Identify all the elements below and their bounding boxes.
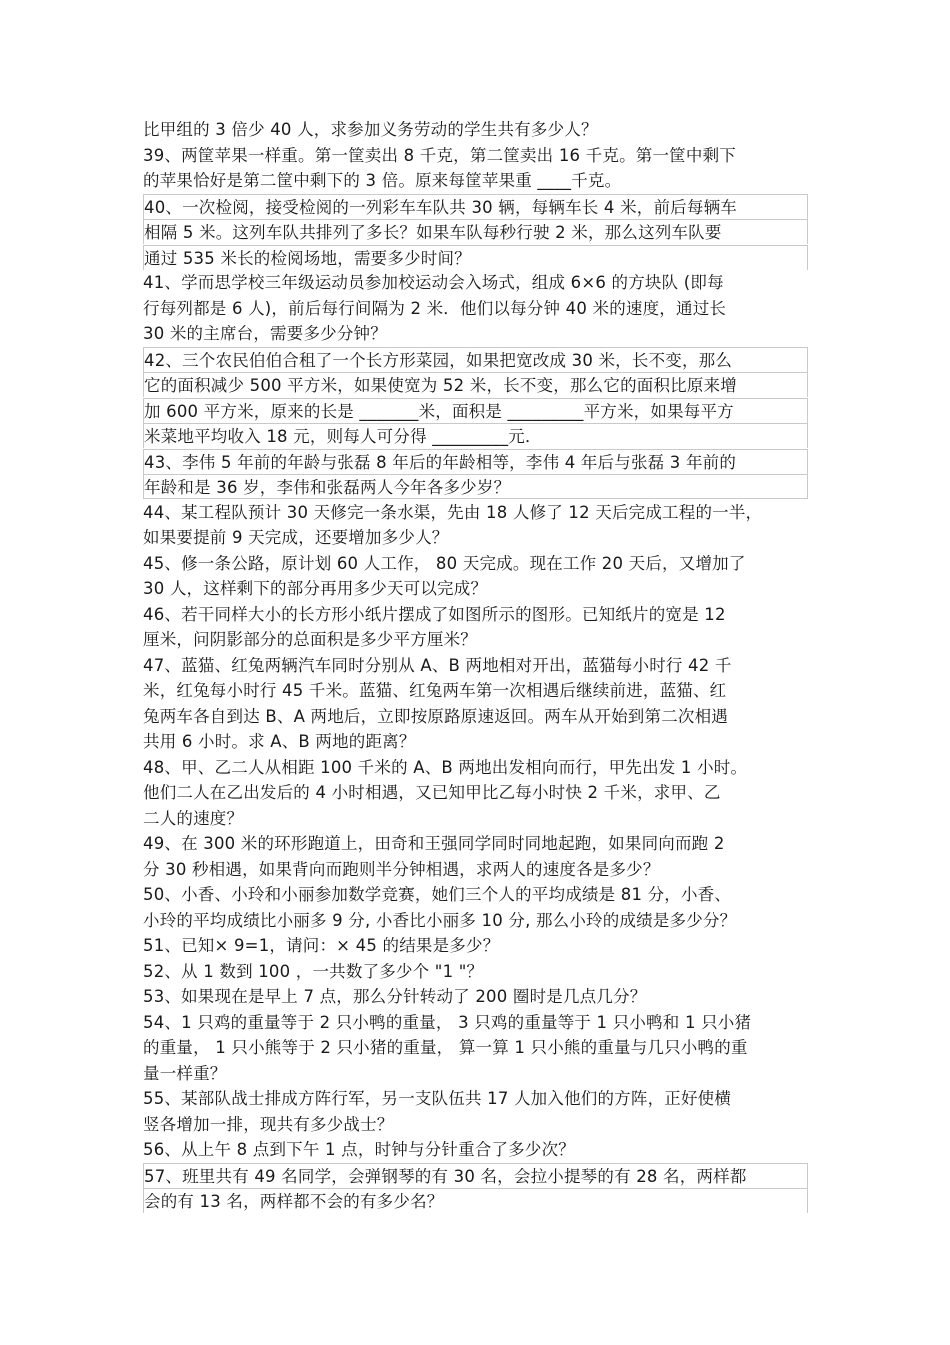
- text-line: 二人的速度？: [143, 809, 244, 828]
- text-line: 56、从上午 8 点到下午 1 点，时钟与分针重合了多少次？: [143, 1140, 575, 1159]
- text-line: 51、已知× 9=1，请问：× 45 的结果是多少？: [143, 936, 500, 955]
- text-line: 42、三个农民伯伯合租了一个长方形菜园，如果把宽改成 30 米，长不变，那么: [143, 347, 808, 372]
- text-line: 30 人，这样剩下的部分再用多少天可以完成？: [143, 579, 488, 598]
- text-line: 量一样重？: [143, 1064, 227, 1083]
- text-line: 41、学而思学校三年级运动员参加校运动会入场式，组成 6×6 的方块队 (即每: [143, 273, 724, 292]
- text-line: 53、如果现在是早上 7 点，那么分针转动了 200 圈时是几点几分？: [143, 987, 647, 1006]
- text-line: 它的面积减少 500 平方米，如果使宽为 52 米，长不变，那么它的面积比原来增: [143, 372, 808, 397]
- text-line: 47、蓝猫、红兔两辆汽车同时分别从 A、B 两地相对开出，蓝猫每小时行 42 千: [143, 656, 732, 675]
- text-line: 会的有 13 名，两样都不会的有多少名？: [143, 1188, 808, 1213]
- text-line: 45、修一条公路，原计划 60 人工作， 80 天完成。现在工作 20 天后，又增加了: [143, 554, 746, 573]
- text-line: 兔两车各自到达 B、A 两地后，立即按原路原速返回。两车从开始到第二次相遇: [143, 707, 728, 726]
- text-line: 他们二人在乙出发后的 4 小时相遇，又已知甲比乙每小时快 2 千米，求甲、乙: [143, 783, 721, 802]
- text-line: 55、某部队战士排成方阵行军，另一支队伍共 17 人加入他们的方阵，正好使横: [143, 1089, 732, 1108]
- text-line: 52、从 1 数到 100 ，一共数了多少个 "1 "？: [143, 962, 484, 981]
- text-line: 共用 6 小时。求 A、B 两地的距离？: [143, 732, 416, 751]
- text-line: 米，红兔每小时行 45 千米。蓝猫、红兔两车第一次相遇后继续前进，蓝猫、红: [143, 681, 727, 700]
- text-line: 行每列都是 6 人)，前后每行间隔为 2 米．他们以每分钟 40 米的速度，通过长: [143, 299, 727, 318]
- text-line: 49、在 300 米的环形跑道上，田奇和王强同学同时同地起跑，如果同向而跑 2: [143, 834, 725, 853]
- text-line: 加 600 平方米，原来的长是 _______米，面积是 _________平方米，如果每平方: [143, 398, 808, 423]
- text-line: 40、一次检阅，接受检阅的一列彩车车队共 30 辆，每辆车长 4 米，前后每辆车: [143, 194, 808, 219]
- text-line: 39、两筐苹果一样重。第一筐卖出 8 千克，第二筐卖出 16 千克。第一筐中剩下: [143, 146, 736, 165]
- text-line: 分 30 秒相遇，如果背向而跑则半分钟相遇，求两人的速度各是多少？: [143, 860, 660, 879]
- text-line: 厘米，问阴影部分的总面积是多少平方厘米？: [143, 630, 477, 649]
- text-line: 小玲的平均成绩比小丽多 9 分, 小香比小丽多 10 分, 那么小玲的成绩是多少分？: [143, 911, 737, 930]
- text-line: 30 米的主席台，需要多少分钟？: [143, 324, 387, 343]
- text-line: 46、若干同样大小的长方形小纸片摆成了如图所示的图形。已知纸片的宽是 12: [143, 605, 726, 624]
- text-line: 44、某工程队预计 30 天修完一条水渠，先由 18 人修了 12 天后完成工程的一半，: [143, 503, 763, 522]
- text-line: 48、甲、乙二人从相距 100 千米的 A、B 两地出发相向而行，甲先出发 1 小时。: [143, 758, 748, 777]
- text-line: 50、小香、小玲和小丽参加数学竞赛，她们三个人的平均成绩是 81 分，小香、: [143, 885, 732, 904]
- text-line: 米菜地平均收入 18 元，则每人可分得 _________元．: [143, 423, 808, 448]
- text-line: 年龄和是 36 岁，李伟和张磊两人今年各多少岁？: [143, 474, 808, 499]
- text-line: 比甲组的 3 倍少 40 人，求参加义务劳动的学生共有多少人？: [143, 120, 598, 139]
- text-line: 竖各增加一排，现共有多少战士？: [143, 1115, 394, 1134]
- text-line: 54、1 只鸡的重量等于 2 只小鸭的重量， 3 只鸡的重量等于 1 只小鸭和 1 只小猪: [143, 1013, 752, 1032]
- text-line: 的苹果恰好是第二筐中剩下的 3 倍。原来每筐苹果重 ____千克。: [143, 171, 622, 190]
- text-line: 57、班里共有 49 名同学，会弹钢琴的有 30 名，会拉小提琴的有 28 名，两样都: [143, 1163, 808, 1188]
- text-line: 的重量， 1 只小熊等于 2 只小猪的重量， 算一算 1 只小熊的重量与几只小鸭的重: [143, 1038, 748, 1057]
- text-line: 如果要提前 9 天完成，还要增加多少人？: [143, 528, 449, 547]
- text-line: 相隔 5 米。这列车队共排列了多长？如果车队每秒行驶 2 米，那么这列车队要: [143, 219, 808, 244]
- text-line: 43、李伟 5 年前的年龄与张磊 8 年后的年龄相等，李伟 4 年后与张磊 3 年前的: [143, 449, 808, 474]
- text-line: 通过 535 米长的检阅场地，需要多少时间？: [143, 245, 808, 270]
